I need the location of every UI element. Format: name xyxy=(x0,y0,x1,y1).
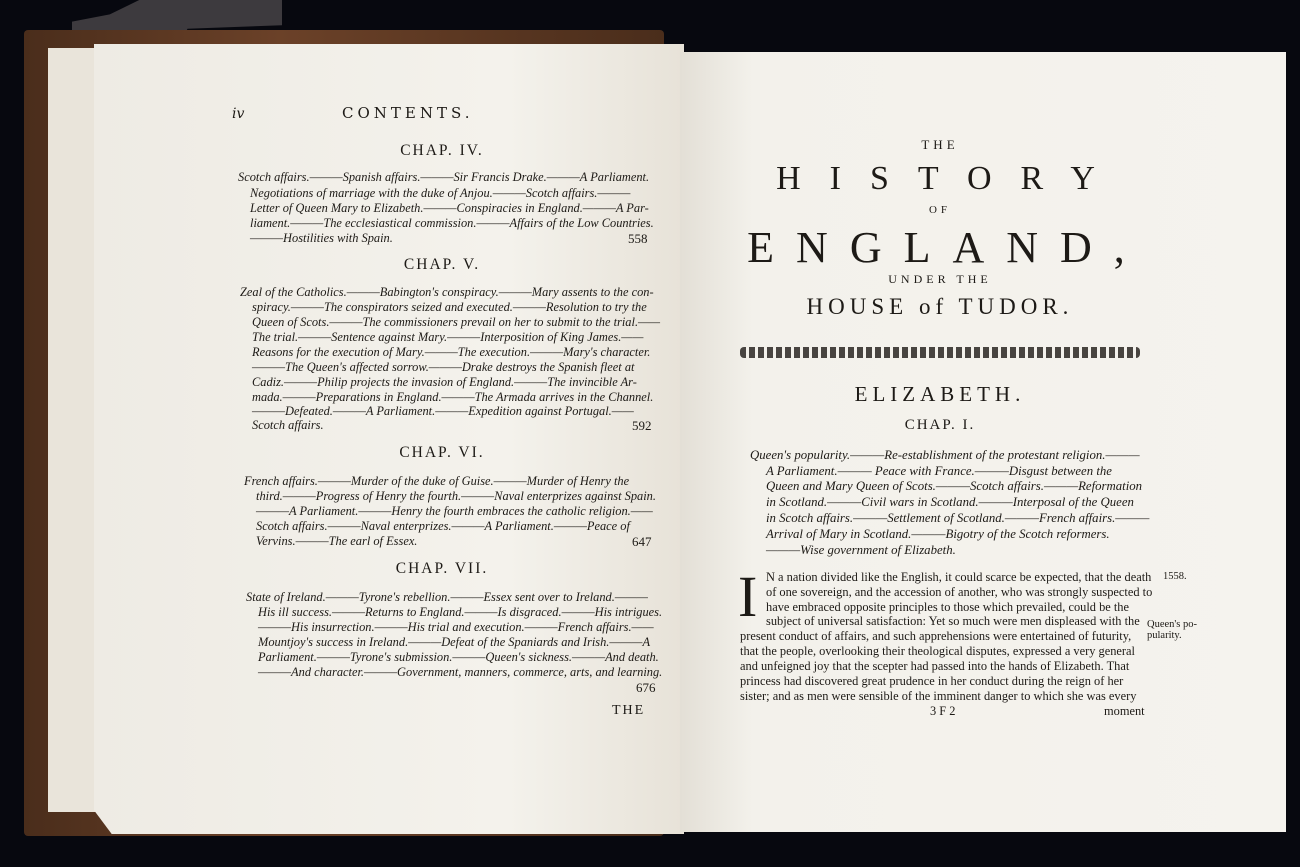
toc-line: Cadiz.———Philip projects the invasion of England.———The invincible Ar- xyxy=(252,375,637,389)
body-line: sister; and as men were sensible of the imminent danger to which she was every xyxy=(740,689,1137,703)
toc-line: French affairs.———Murder of the duke of Guise.———Murder of Henry the xyxy=(244,474,630,488)
title-england: ENGLAND, xyxy=(747,223,1147,272)
toc-line: ———His insurrection.———His trial and execution.———French affairs.—— xyxy=(258,620,654,634)
drop-cap: I xyxy=(738,564,758,629)
body-line: present conduct of affairs, and such apprehensions were entertained of futurity, xyxy=(740,629,1132,643)
title-history: HISTORY xyxy=(776,160,1124,197)
title-under-the: UNDER THE xyxy=(888,272,992,286)
toc-line: spiracy.———The conspirators seized and executed.———Resolution to try the xyxy=(252,300,647,314)
summary-line: in Scotland.———Civil wars in Scotland.———Interposal of the Queen xyxy=(766,495,1134,509)
margin-note: pularity. xyxy=(1147,630,1182,641)
summary-line: in Scotch affairs.———Settlement of Scotland.———French affairs.——— xyxy=(766,511,1150,525)
title-house-of-tudor: HOUSE of TUDOR. xyxy=(806,294,1074,319)
summary-line: Queen's popularity.———Re-establishment of the protestant religion.——— xyxy=(750,448,1140,462)
left-page xyxy=(94,44,684,834)
toc-line: third.———Progress of Henry the fourth.———Naval enterprizes against Spain. xyxy=(256,489,656,503)
toc-line: Vervins.———The earl of Essex. xyxy=(256,534,418,548)
toc-line: State of Ireland.———Tyrone's rebellion.———Essex sent over to Ireland.——— xyxy=(246,590,648,604)
toc-line: His ill success.———Returns to England.———Is disgraced.———His intrigues. xyxy=(258,605,663,619)
body-line: that the people, overlooking their theological disputes, expressed a very general xyxy=(740,644,1135,658)
page-folio: iv xyxy=(232,106,245,122)
summary-line: Arrival of Mary in Scotland.———Bigotry of the Scotch reformers. xyxy=(766,527,1110,541)
toc-page-number: 592 xyxy=(632,418,652,433)
margin-year: 1558. xyxy=(1163,571,1187,582)
ornamental-rule xyxy=(740,347,1140,358)
toc-line: Zeal of the Catholics.———Babington's conspiracy.———Mary assents to the con- xyxy=(240,285,654,299)
summary-line: ———Wise government of Elizabeth. xyxy=(766,543,956,557)
body-line: princess had discovered great prudence in her conduct during the reign of her xyxy=(740,674,1124,688)
endpaper xyxy=(48,48,100,812)
title-the: THE xyxy=(921,137,959,152)
toc-line: Parliament.———Tyrone's submission.———Queen's sickness.———And death. xyxy=(258,650,659,664)
summary-line: A Parliament.——— Peace with France.———Disgust between the xyxy=(766,464,1112,478)
toc-line: The trial.———Sentence against Mary.———Interposition of King James.—— xyxy=(252,330,644,344)
toc-page-number: 676 xyxy=(636,680,656,695)
toc-line: Mountjoy's success in Ireland.———Defeat of the Spaniards and Irish.———A xyxy=(258,635,651,649)
toc-line: Queen of Scots.———The commissioners prevail on her to submit to the trial.—— xyxy=(252,315,661,329)
body-line: N a nation divided like the English, it could scarce be expected, that the death xyxy=(766,570,1152,584)
toc-line: Scotch affairs.———Naval enterprizes.———A Parliament.———Peace of xyxy=(256,519,630,533)
toc-page-number: 558 xyxy=(628,231,648,246)
body-line: have embraced opposite principles to those which prevailed, could be the xyxy=(766,600,1129,614)
toc-line: liament.———The ecclesiastical commission.———Affairs of the Low Countries. xyxy=(250,216,654,230)
summary-line: Queen and Mary Queen of Scots.———Scotch affairs.———Reformation xyxy=(766,479,1143,493)
toc-line: ———A Parliament.———Henry the fourth embraces the catholic religion.—— xyxy=(256,504,653,518)
toc-line: ———The Queen's affected sorrow.———Drake destroys the Spanish fleet at xyxy=(252,360,635,374)
toc-line: Letter of Queen Mary to Elizabeth.———Conspiracies in England.———A Par- xyxy=(250,201,649,215)
toc-line: Negotiations of marriage with the duke of Anjou.———Scotch affairs.——— xyxy=(250,186,631,200)
title-of: OF xyxy=(928,204,952,216)
body-line: subject of universal satisfaction: Yet so much were men displeased with the xyxy=(766,614,1140,628)
body-line: and unfeigned joy that the scepter had passed into the hands of Elizabeth. That xyxy=(740,659,1130,673)
toc-line: Scotch affairs. xyxy=(252,418,324,432)
body-line: of one sovereign, and the accession of another, who was strongly suspected to xyxy=(766,585,1153,599)
toc-page-number: 647 xyxy=(632,534,652,549)
toc-line: ———Defeated.———A Parliament.———Expedition against Portugal.—— xyxy=(252,404,634,418)
toc-line: Scotch affairs.———Spanish affairs.———Sir Francis Drake.———A Parliament. xyxy=(238,170,650,184)
chapter-heading: CHAP. I. xyxy=(904,417,976,433)
catchword: moment xyxy=(1104,704,1145,718)
catchword: THE xyxy=(612,703,646,718)
reign-title: ELIZABETH. xyxy=(854,382,1026,406)
chapter-heading: CHAP. VI. xyxy=(399,444,485,461)
chapter-heading: CHAP. VII. xyxy=(395,560,489,577)
signature-mark: 3 F 2 xyxy=(930,704,956,718)
chapter-heading: CHAP. V. xyxy=(403,256,481,273)
margin-note: Queen's po- xyxy=(1147,619,1198,630)
toc-line: ———Hostilities with Spain. xyxy=(250,231,393,245)
running-title: CONTENTS. xyxy=(342,104,474,122)
toc-line: Reasons for the execution of Mary.———The execution.———Mary's character. xyxy=(252,345,651,359)
toc-line: mada.———Preparations in England.———The Armada arrives in the Channel. xyxy=(252,390,654,404)
chapter-heading: CHAP. IV. xyxy=(400,142,484,159)
toc-line: ———And character.———Government, manners, commerce, arts, and learning. xyxy=(258,665,663,679)
